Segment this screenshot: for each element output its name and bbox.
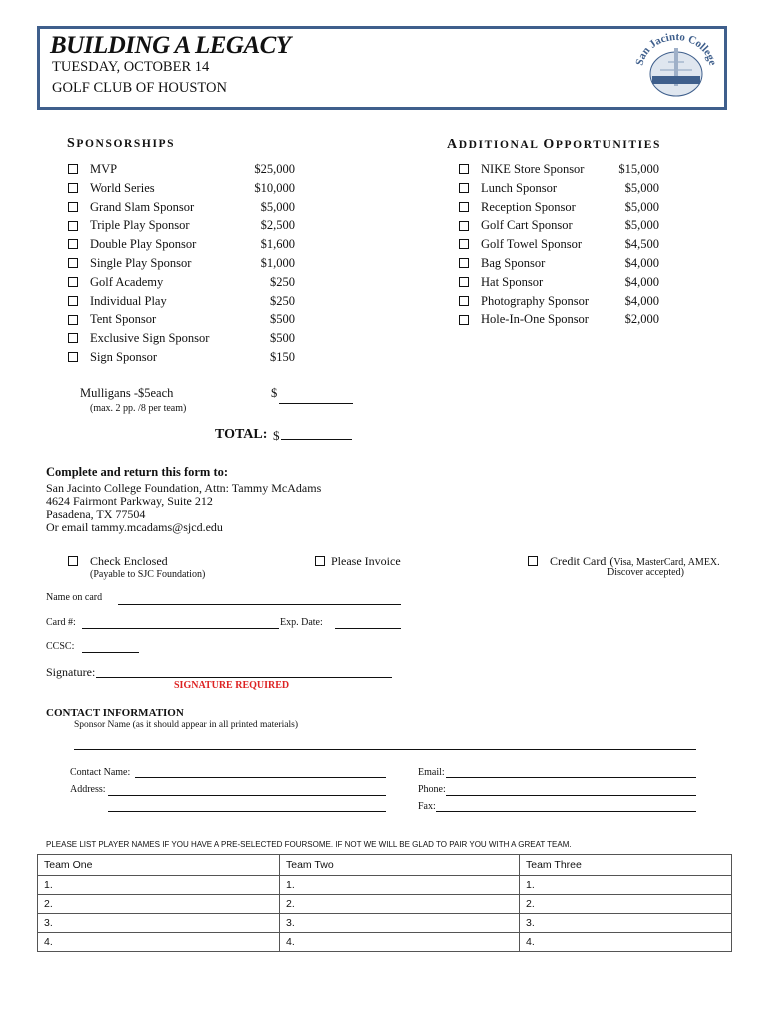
list-item[interactable] [68, 254, 191, 273]
team-cell[interactable]: 2. [38, 895, 280, 914]
phone-label: Phone: [418, 784, 446, 795]
item-amount: $250 [270, 293, 295, 308]
address-field-1[interactable] [108, 795, 386, 796]
checkbox[interactable] [68, 258, 78, 268]
contact-name-label: Contact Name: [70, 767, 131, 778]
list-item[interactable] [459, 310, 589, 329]
ccsc-label: CCSC: [46, 641, 75, 652]
checkbox[interactable] [459, 258, 469, 268]
fax-field[interactable] [436, 811, 696, 812]
total-label: TOTAL: [215, 427, 268, 442]
checkbox[interactable] [68, 221, 78, 231]
ccsc-field[interactable] [82, 652, 139, 653]
item-amount: $15,000 [618, 162, 659, 176]
checkbox[interactable] [459, 277, 469, 287]
checkbox[interactable] [68, 333, 78, 343]
item-amount: $2,000 [624, 312, 659, 327]
return-email: Or email tammy.mcadams@sjcd.edu [46, 520, 223, 534]
return-line-2: 4624 Fairmont Parkway, Suite 212 [46, 494, 213, 508]
list-item[interactable] [68, 329, 209, 348]
item-name: Single Play Sponsor [90, 256, 192, 270]
list-item[interactable] [68, 179, 155, 198]
item-name: MVP [90, 162, 118, 176]
teams-header-row [38, 855, 732, 876]
checkbox[interactable] [68, 315, 78, 325]
list-item[interactable] [459, 179, 557, 198]
team-instruction: PLEASE LIST PLAYER NAMES IF YOU HAVE A PRE-SELECTED FOURSOME. IF NOT WE WILL BE GLAD TO PAIR YOU WITH A GREAT TEAM. [46, 840, 572, 849]
page-title: BUILDING A LEGACY [50, 32, 291, 59]
item-amount: $500 [270, 312, 295, 327]
team-cell[interactable]: 3. [520, 914, 732, 933]
list-item[interactable] [459, 273, 543, 292]
list-item[interactable] [459, 198, 576, 217]
list-item[interactable] [459, 254, 545, 273]
item-amount: $2,500 [260, 218, 295, 233]
checkbox[interactable] [68, 239, 78, 249]
item-name: Bag Sponsor [481, 256, 546, 270]
checkbox[interactable] [459, 315, 469, 325]
contact-name-field[interactable] [135, 777, 386, 778]
svg-text:San Jacinto College: San Jacinto College [634, 30, 718, 67]
email-field[interactable] [446, 777, 696, 778]
item-name: Golf Academy [90, 274, 164, 289]
credit-card-option[interactable]: Credit Card (Visa, MasterCard, AMEX. [528, 554, 720, 569]
checkbox[interactable] [459, 296, 469, 306]
mulligans-label: Mulligans -$5each [80, 386, 174, 400]
item-name: Lunch Sponsor [481, 180, 558, 195]
card-number-field[interactable] [82, 628, 279, 629]
item-amount: $5,000 [624, 199, 659, 214]
team-cell[interactable]: 2. [520, 895, 732, 914]
item-amount: $5,000 [624, 218, 659, 233]
item-name: Hole-In-One Sponsor [481, 312, 589, 327]
item-name: Triple Play Sponsor [90, 218, 190, 233]
list-item[interactable] [459, 292, 589, 311]
list-item[interactable] [68, 235, 196, 254]
checkbox[interactable] [68, 164, 78, 174]
checkbox[interactable] [459, 183, 469, 193]
additional-opportunities-heading: ADDITIONAL OPPORTUNITIES [447, 137, 661, 152]
list-item[interactable] [459, 235, 582, 254]
item-name: Photography Sponsor [481, 293, 589, 308]
item-amount: $4,000 [624, 256, 659, 270]
sponsorships-heading: SPONSORSHIPS [67, 136, 176, 151]
sponsor-name-field[interactable] [74, 749, 696, 750]
name-on-card-label: Name on card [46, 592, 103, 603]
check-note: (Payable to SJC Foundation) [90, 569, 206, 580]
fax-label: Fax: [418, 801, 436, 812]
card-number-label: Card #: [46, 617, 76, 628]
item-amount: $500 [270, 331, 295, 346]
team-cell[interactable]: 4. [520, 933, 732, 952]
exp-date-label: Exp. Date: [280, 617, 323, 628]
list-item[interactable] [68, 348, 157, 367]
list-item[interactable] [68, 198, 194, 217]
name-on-card-field[interactable] [118, 604, 401, 605]
team-cell[interactable]: 3. [38, 914, 280, 933]
team-cell[interactable]: 4. [38, 933, 280, 952]
checkbox[interactable] [459, 221, 469, 231]
list-item[interactable] [459, 216, 573, 235]
item-amount: $5,000 [260, 199, 295, 214]
sponsor-name-note: Sponsor Name (as it should appear in all printed materials) [74, 720, 298, 730]
checkbox[interactable] [68, 202, 78, 212]
total-currency: $ [273, 428, 280, 443]
team-cell[interactable]: 1. [520, 876, 732, 895]
team-one-header: Team One [38, 855, 280, 876]
list-item[interactable] [68, 216, 190, 235]
team-cell[interactable]: 1. [280, 876, 520, 895]
list-item[interactable] [68, 273, 163, 292]
item-name: Double Play Sponsor [90, 237, 197, 252]
item-name: Hat Sponsor [481, 274, 544, 289]
item-amount: $250 [270, 274, 295, 289]
item-amount: $1,000 [260, 256, 295, 270]
item-name: Grand Slam Sponsor [90, 199, 195, 214]
credit-card-checkbox[interactable] [528, 556, 538, 566]
address-label: Address: [70, 784, 106, 795]
item-name: NIKE Store Sponsor [481, 162, 585, 176]
table-row [38, 895, 732, 914]
item-name: Golf Towel Sponsor [481, 237, 582, 252]
item-amount: $4,000 [624, 274, 659, 289]
check-enclosed-option[interactable]: Check Enclosed [68, 554, 168, 569]
event-date: TUESDAY, OCTOBER 14 [52, 59, 210, 75]
exp-date-field[interactable] [335, 628, 401, 629]
checkbox[interactable] [459, 202, 469, 212]
mulligans-currency: $ [271, 386, 278, 400]
checkbox[interactable] [459, 164, 469, 174]
signature-field[interactable] [96, 677, 392, 678]
team-two-header: Team Two [280, 855, 520, 876]
phone-field[interactable] [446, 795, 696, 796]
item-amount: $4,500 [624, 237, 659, 252]
item-name: Sign Sponsor [90, 350, 158, 364]
team-cell[interactable]: 2. [280, 895, 520, 914]
item-amount: $5,000 [624, 180, 659, 195]
email-label: Email: [418, 767, 445, 778]
checkbox[interactable] [68, 352, 78, 362]
item-amount: $10,000 [254, 180, 295, 195]
contact-heading: CONTACT INFORMATION [46, 707, 184, 719]
item-name: Exclusive Sign Sponsor [90, 331, 210, 346]
return-heading: Complete and return this form to: [46, 465, 229, 479]
item-amount: $4,000 [624, 293, 659, 308]
item-name: Golf Cart Sponsor [481, 218, 573, 233]
checkbox[interactable] [459, 239, 469, 249]
return-line-3: Pasadena, TX 77504 [46, 507, 146, 521]
item-name: Individual Play [90, 293, 167, 308]
mulligans-note: (max. 2 pp. /8 per team) [90, 403, 187, 414]
checkbox[interactable] [68, 296, 78, 306]
address-field-2[interactable] [108, 811, 386, 812]
item-amount: $1,600 [260, 237, 295, 252]
item-name: World Series [90, 180, 155, 195]
checkbox[interactable] [68, 183, 78, 193]
team-cell[interactable]: 3. [280, 914, 520, 933]
item-name: Tent Sponsor [90, 312, 157, 327]
return-line-1: San Jacinto College Foundation, Attn: Tammy McAdams [46, 481, 322, 495]
team-cell[interactable]: 4. [280, 933, 520, 952]
list-item[interactable] [459, 160, 584, 179]
list-item[interactable] [68, 292, 167, 311]
item-amount: $150 [270, 350, 295, 364]
total-amount-field[interactable] [281, 439, 352, 440]
checkbox[interactable] [68, 277, 78, 287]
teams-table [37, 854, 732, 952]
team-three-header: Team Three [520, 855, 732, 876]
check-enclosed-checkbox[interactable] [68, 556, 78, 566]
list-item[interactable] [68, 160, 117, 179]
table-row [38, 933, 732, 952]
item-name: Reception Sponsor [481, 199, 576, 214]
table-row [38, 914, 732, 933]
san-jacinto-college-logo [634, 30, 718, 100]
signature-label: Signature: [46, 665, 96, 679]
event-venue: GOLF CLUB OF HOUSTON [52, 80, 227, 96]
signature-required-note: SIGNATURE REQUIRED [174, 680, 290, 691]
please-invoice-checkbox[interactable] [315, 556, 325, 566]
list-item[interactable] [68, 310, 156, 329]
credit-card-note: Discover accepted) [607, 567, 684, 578]
team-cell[interactable]: 1. [38, 876, 280, 895]
table-row [38, 876, 732, 895]
mulligans-amount-field[interactable] [279, 403, 353, 404]
item-amount: $25,000 [254, 162, 295, 176]
please-invoice-option[interactable]: Please Invoice [315, 554, 401, 569]
